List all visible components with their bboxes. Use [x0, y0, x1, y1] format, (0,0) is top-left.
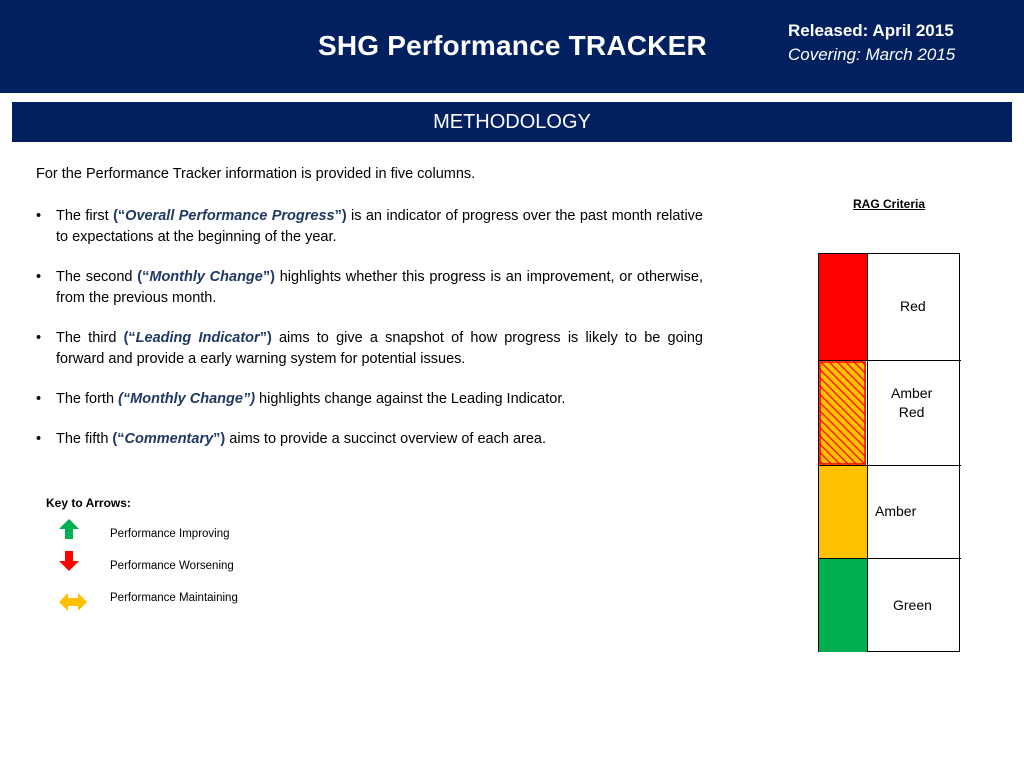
arrow-key-label: Performance Worsening: [110, 560, 234, 572]
rag-swatch-amber-red: [819, 360, 868, 466]
list-item: • The fifth (“Commentary”) aims to provide a succinct overview of each area.: [36, 429, 703, 450]
row-divider: [819, 465, 961, 466]
rag-swatch-green: [819, 559, 868, 652]
row-divider: [819, 360, 961, 361]
column-term: Commentary: [124, 431, 214, 447]
list-item: • The forth (“Monthly Change”) highlights change against the Leading Indicator.: [36, 389, 703, 410]
section-title: METHODOLOGY: [433, 110, 591, 133]
intro-text: For the Performance Tracker information is provided in five columns.: [36, 166, 476, 182]
released-date: Released: April 2015: [788, 21, 954, 40]
arrow-key-label: Performance Improving: [110, 528, 230, 540]
list-item: • The third (“Leading Indicator”) aims to give a snapshot of how progress is likely to be going forward and provide a early warning system for potential issues.: [36, 330, 703, 367]
column-term: Monthly Change: [130, 391, 243, 407]
list-item: • The first (“Overall Performance Progress”) is an indicator of progress over the past month relative to expectations at the beginning of the year.: [36, 208, 703, 245]
up-arrow-icon: [58, 518, 80, 540]
bullet-icon: •: [36, 431, 42, 447]
rag-swatch-red: [819, 254, 868, 360]
down-arrow-icon: [58, 550, 80, 572]
covering-period: Covering: March 2015: [788, 45, 956, 64]
arrow-key-title: Key to Arrows:: [46, 496, 131, 510]
section-title-bar: [12, 102, 1012, 142]
bullet-icon: •: [36, 208, 42, 224]
column-term: Monthly Change: [149, 269, 263, 285]
header-banner: [0, 0, 1024, 93]
rag-criteria-title: RAG Criteria: [853, 197, 926, 211]
arrow-key-label: Performance Maintaining: [110, 592, 238, 604]
column-term: Overall Performance Progress: [125, 208, 335, 224]
rag-label-green: Green: [893, 597, 932, 613]
rag-swatch-amber: [819, 466, 868, 559]
methodology-list: [36, 206, 703, 469]
row-divider: [819, 558, 961, 559]
rag-criteria-table: [818, 253, 960, 652]
list-item: • The second (“Monthly Change”) highlights whether this progress is an improvement, or otherwise, from the previous month.: [36, 269, 703, 306]
bullet-icon: •: [36, 269, 42, 285]
page-title: SHG Performance TRACKER: [318, 30, 707, 61]
bullet-icon: •: [36, 330, 42, 346]
bullet-icon: •: [36, 391, 42, 407]
left-right-arrow-icon: [58, 591, 88, 613]
column-term: Leading Indicator: [135, 330, 260, 346]
rag-label-amber: Amber: [875, 503, 917, 519]
rag-label-red: Red: [900, 298, 926, 314]
rag-label-amber-red: Amber Red: [891, 385, 933, 420]
